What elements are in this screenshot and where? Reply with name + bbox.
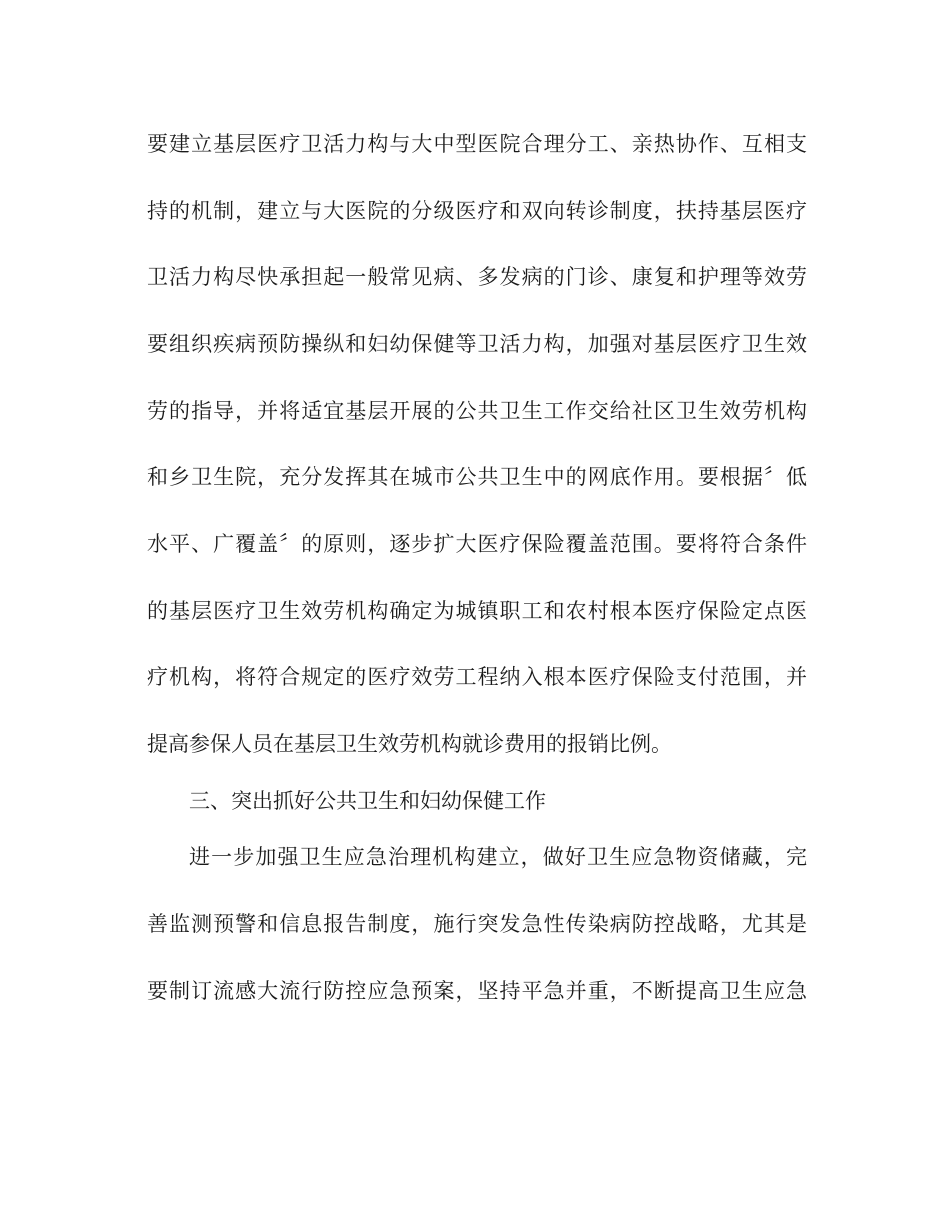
paragraph-line: 持的机制，建立与大医院的分级医疗和双向转诊制度，扶持基层医疗 (147, 199, 807, 223)
paragraph-line: 进一步加强卫生应急治理机构建立，做好卫生应急物资储藏，完 (189, 845, 807, 869)
paragraph-line: 提高参保人员在基层卫生效劳机构就诊费用的报销比例。 (147, 732, 672, 756)
paragraph-line: 要建立基层医疗卫活力构与大中型医院合理分工、亲热协作、互相支 (147, 132, 807, 156)
paragraph-line: 的基层医疗卫生效劳机构确定为城镇职工和农村根本医疗保险定点医 (147, 599, 807, 623)
paragraph-line: 要制订流感大流行防控应急预案，坚持平急并重，不断提高卫生应急 (147, 979, 807, 1003)
section-heading: 三、突出抓好公共卫生和妇幼保健工作 (189, 789, 546, 813)
paragraph-line: 和乡卫生院，充分发挥其在城市公共卫生中的网底作用。要根据〞低 (147, 465, 807, 489)
paragraph-line: 水平、广覆盖〞的原则，逐步扩大医疗保险覆盖范围。要将符合条件 (147, 532, 807, 556)
paragraph-line: 疗机构，将符合规定的医疗效劳工程纳入根本医疗保险支付范围，并 (147, 665, 807, 689)
paragraph-line: 善监测预警和信息报告制度，施行突发急性传染病防控战略，尤其是 (147, 912, 807, 936)
paragraph-line: 卫活力构尽快承担起一般常见病、多发病的门诊、康复和护理等效劳 (147, 265, 807, 289)
paragraph-line: 劳的指导，并将适宜基层开展的公共卫生工作交给社区卫生效劳机构 (147, 399, 807, 423)
paragraph-line: 要组织疾病预防操纵和妇幼保健等卫活力构，加强对基层医疗卫生效 (147, 332, 807, 356)
